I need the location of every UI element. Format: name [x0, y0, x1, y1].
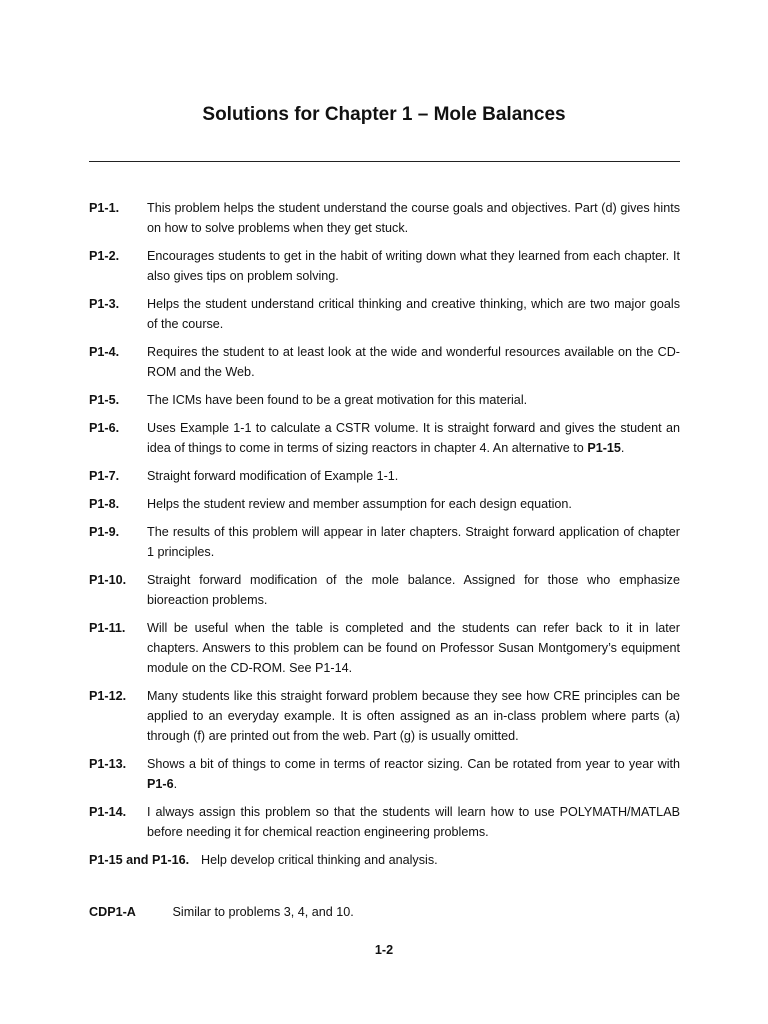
document-title: Solutions for Chapter 1 – Mole Balances [202, 104, 566, 125]
problem-text-tail: . [620, 441, 625, 455]
problem-number: P1-5. [89, 393, 120, 407]
problem-number: P1-2. [89, 249, 120, 263]
problem-item [89, 850, 680, 870]
cdp-number: CDP1-A [89, 905, 136, 919]
problem-item [89, 466, 680, 486]
problem-text: Requires the student to at least look at the wide and wonderful resources available on the CD-ROM and the Web. [147, 345, 680, 379]
problem-text: Many students like this straight forward problem because they see how CRE principles can be applied to an everyday example. It is often assigned as an in-class problem where parts (a) through (f) are printed out from the web. Part (g) is usually omitted. [147, 689, 680, 743]
problem-item [89, 494, 680, 514]
problem-item [89, 570, 680, 610]
problem-reference: P1-6 [147, 777, 174, 791]
problem-number: P1-1. [89, 201, 120, 215]
problem-item [89, 754, 680, 794]
problem-number: P1-12. [89, 689, 127, 703]
page-number: 1-2 [374, 943, 394, 957]
problem-item [89, 246, 680, 286]
problem-item [89, 522, 680, 562]
problem-number: P1-11. [89, 621, 126, 635]
problem-item [89, 618, 680, 678]
problem-item [89, 802, 680, 842]
problem-text-body: Uses Example 1-1 to calculate a CSTR volume. It is straight forward and gives the student an idea of things to come in terms of sizing reactors in chapter 4. An alternative to [147, 421, 680, 455]
problem-text: Helps the student review and member assumption for each design equation. [147, 497, 572, 511]
problem-number: P1-9. [89, 525, 120, 539]
problem-item [89, 418, 680, 458]
problem-item [89, 686, 680, 746]
problem-text: This problem helps the student understand the course goals and objectives. Part (d) gives hints on how to solve problems when they get stuck. [147, 201, 680, 235]
problem-number: P1-4. [89, 345, 120, 359]
problem-number: P1-8. [89, 497, 120, 511]
problem-text [89, 754, 680, 794]
problem-text: Will be useful when the table is completed and the students can refer back to it in later chapters. Answers to this problem can be found on Professor Susan Montgomery’s equipment module on the CD-ROM. See P1-14. [147, 621, 680, 675]
problem-text: Encourages students to get in the habit of writing down what they learned from each chapter. It also gives tips on problem solving. [147, 249, 680, 283]
problem-reference: P1-15 [587, 441, 621, 455]
problem-text-tail: . [173, 777, 178, 791]
cdp-text: Similar to problems 3, 4, and 10. [172, 905, 354, 919]
problem-text-body: Shows a bit of things to come in terms of reactor sizing. Can be rotated from year to year with [147, 757, 680, 771]
problem-text: Straight forward modification of Example 1-1. [147, 469, 399, 483]
problem-text: Straight forward modification of the mole balance. Assigned for those who emphasize bioreaction problems. [147, 573, 680, 607]
problem-number: P1-3. [89, 297, 120, 311]
problem-text: Helps the student understand critical thinking and creative thinking, which are two major goals of the course. [147, 297, 680, 331]
problem-number: P1-6. [89, 421, 120, 435]
cdp-item [89, 902, 354, 922]
title-divider [89, 161, 680, 162]
problem-text: The results of this problem will appear in later chapters. Straight forward application of chapter 1 principles. [147, 525, 680, 559]
problem-item [89, 342, 680, 382]
problem-text: Help develop critical thinking and analysis. [201, 853, 438, 867]
problem-number: P1-15 and P1-16. [89, 853, 190, 867]
problem-item [89, 294, 680, 334]
problem-number: P1-10. [89, 573, 127, 587]
problem-text: The ICMs have been found to be a great motivation for this material. [147, 393, 528, 407]
problem-text: I always assign this problem so that the students will learn how to use POLYMATH/MATLAB before needing it for chemical reaction engineering problems. [147, 805, 680, 839]
problem-list [89, 198, 680, 878]
problem-text [89, 418, 680, 458]
problem-item [89, 198, 680, 238]
problem-number: P1-13. [89, 757, 127, 771]
problem-number: P1-7. [89, 469, 120, 483]
problem-number: P1-14. [89, 805, 127, 819]
problem-item [89, 390, 680, 410]
